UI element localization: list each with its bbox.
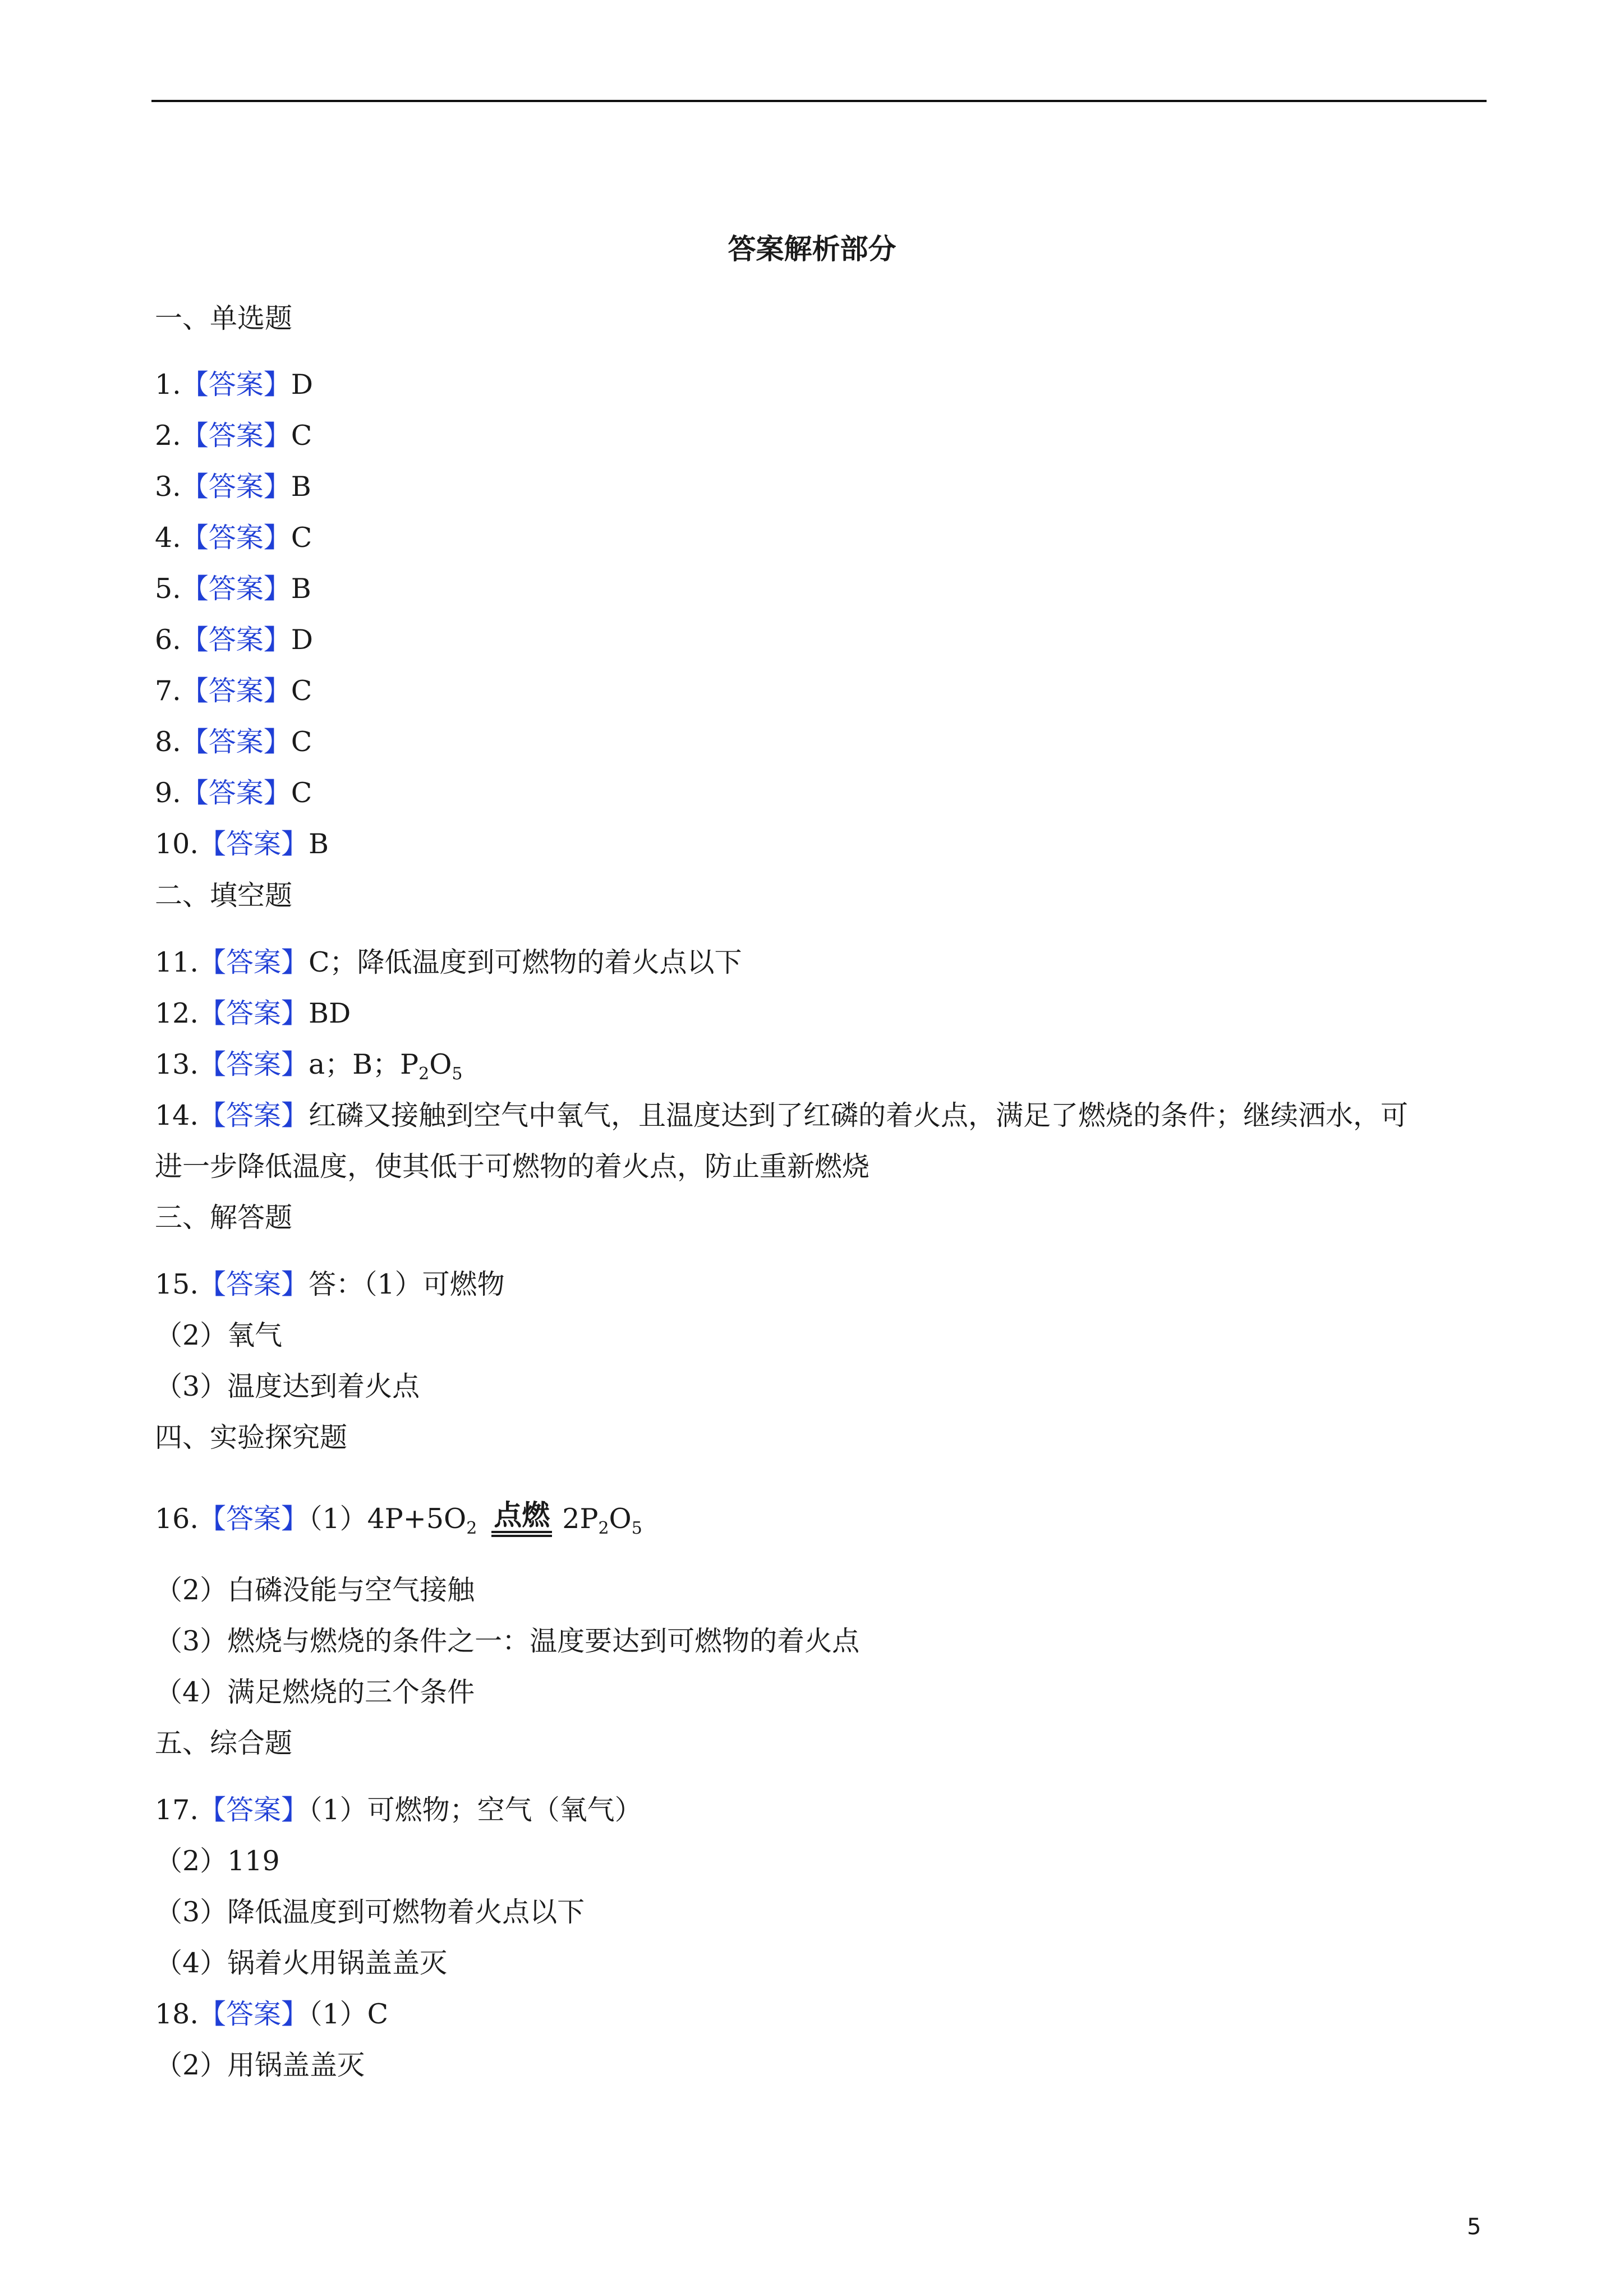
section-heading-short-answer: 三、解答题 [155,1202,293,1234]
answer-part: （3）燃烧与燃烧的条件之一：温度要达到可燃物的着火点 [155,1625,860,1657]
answer-item: 11.【答案】C；降低温度到可燃物的着火点以下 [155,946,742,978]
header-rule [151,100,1487,102]
answer-item: 4.【答案】C [155,522,312,554]
answer-item: 3.【答案】B [155,471,311,503]
answer-part: （2）用锅盖盖灭 [155,2049,365,2081]
answer-item: 1.【答案】D [155,369,314,401]
chemical-equation-reactants: （1）4P+5O [308,1503,467,1535]
answer-item: 14.【答案】红磷又接触到空气中氧气，且温度达到了红磷的着火点，满足了燃烧的条件；继续洒水，可 [155,1099,1408,1131]
section-heading-experiment: 四、实验探究题 [155,1421,348,1453]
answer-item: 17.【答案】（1）可燃物；空气（氧气） [155,1794,642,1826]
page-number: 5 [1467,2214,1482,2240]
answer-item: 8.【答案】C [155,726,312,758]
answer-part: （3）温度达到着火点 [155,1370,420,1402]
reaction-condition: 点燃 [491,1499,552,1537]
section-heading-single-choice: 一、单选题 [155,302,293,334]
answer-item: 7.【答案】C [155,675,312,707]
answer-item: 9.【答案】C [155,777,312,809]
answer-item: 6.【答案】D [155,624,314,656]
chemical-equation-product: 2P [562,1503,599,1535]
answer-continuation: 进一步降低温度，使其低于可燃物的着火点，防止重新燃烧 [155,1151,870,1182]
answer-part: （2）白磷没能与空气接触 [155,1574,475,1606]
page-title: 答案解析部分 [728,232,896,265]
answer-item: 10.【答案】B [155,828,329,860]
answer-item: 2.【答案】C [155,420,312,452]
section-heading-comprehensive: 五、综合题 [155,1727,293,1759]
answer-item: 13.【答案】a；B；$P_2O_5$ [155,1048,463,1084]
answer-part: （3）降低温度到可燃物着火点以下 [155,1896,585,1928]
section-heading-fill-blank: 二、填空题 [155,880,293,912]
answer-item: 12.【答案】BD [155,997,351,1029]
answer-item: 15.【答案】答：（1）可燃物 [155,1268,505,1300]
answer-part: （2）氧气 [155,1319,283,1351]
answer-item: 5.【答案】B [155,573,311,605]
answer-part: （4）锅着火用锅盖盖灭 [155,1947,448,1979]
answer-part: （4）满足燃烧的三个条件 [155,1676,475,1708]
answer-part: （2）119 [155,1845,280,1877]
answer-item: 18.【答案】（1）C [155,1998,389,2030]
answer-item: 16.【答案】$(1)4P+5O_2$ 点燃 $2P_2O_5$ [155,1499,642,1538]
